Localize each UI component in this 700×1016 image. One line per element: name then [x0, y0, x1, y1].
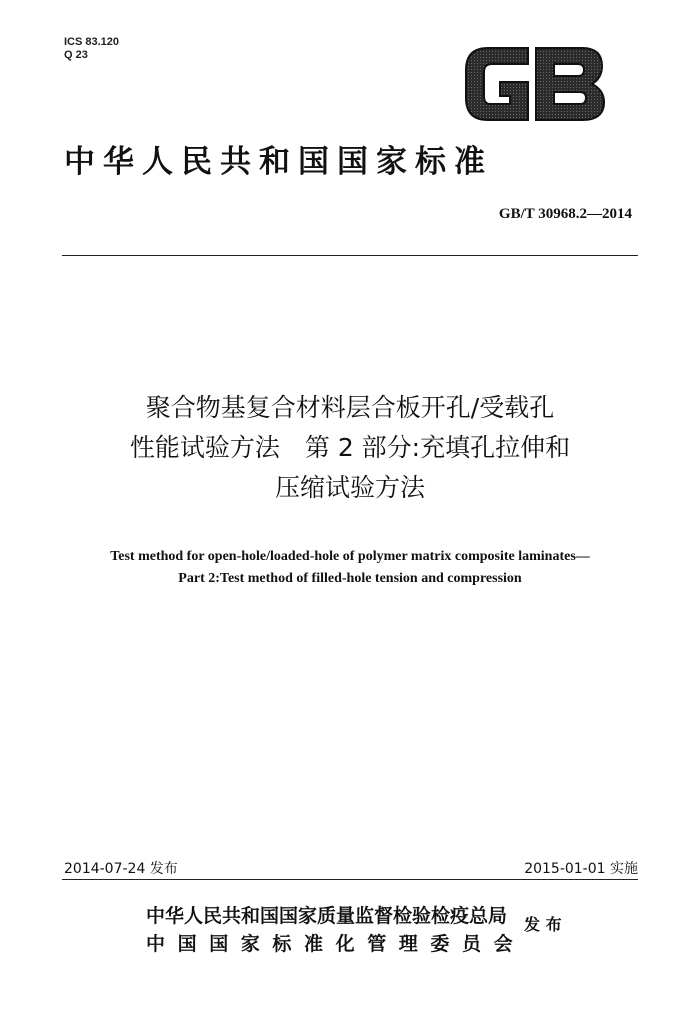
publish-label: 发 布: [524, 915, 562, 934]
chinese-title-line-1: 聚合物基复合材料层合板开孔/受载孔: [145, 393, 555, 422]
standard-number: GB/T 30968.2—2014: [498, 206, 632, 222]
english-title-line-2: Part 2:Test method of filled-hole tension and compression: [178, 571, 522, 586]
issuer-2: 中国国家标准化管理委员会: [146, 933, 526, 955]
implementation-date: 2015-01-01 实施: [524, 861, 638, 877]
chinese-title-line-3: 压缩试验方法: [274, 473, 425, 502]
issuing-authorities: [146, 902, 525, 958]
issuer-1: 中华人民共和国国家质量监督检验检疫总局: [146, 905, 508, 927]
chinese-title: [40, 388, 660, 508]
chinese-title-line-2: 性能试验方法 第 2 部分:充填孔拉伸和: [129, 433, 571, 462]
bottom-divider: [62, 879, 638, 880]
ics-code: ICS 83.120: [64, 36, 120, 48]
english-title: [30, 546, 670, 590]
ccs-code: Q 23: [64, 49, 88, 61]
issue-date: 2014-07-24 发布: [64, 861, 178, 877]
organization-title: 中华人民共和国国家标准: [64, 144, 493, 180]
classification-codes: [64, 36, 119, 62]
english-title-line-1: Test method for open-hole/loaded-hole of polymer matrix composite laminates—: [110, 549, 590, 564]
top-divider: [62, 255, 638, 256]
gb-logo-icon: [458, 38, 608, 130]
